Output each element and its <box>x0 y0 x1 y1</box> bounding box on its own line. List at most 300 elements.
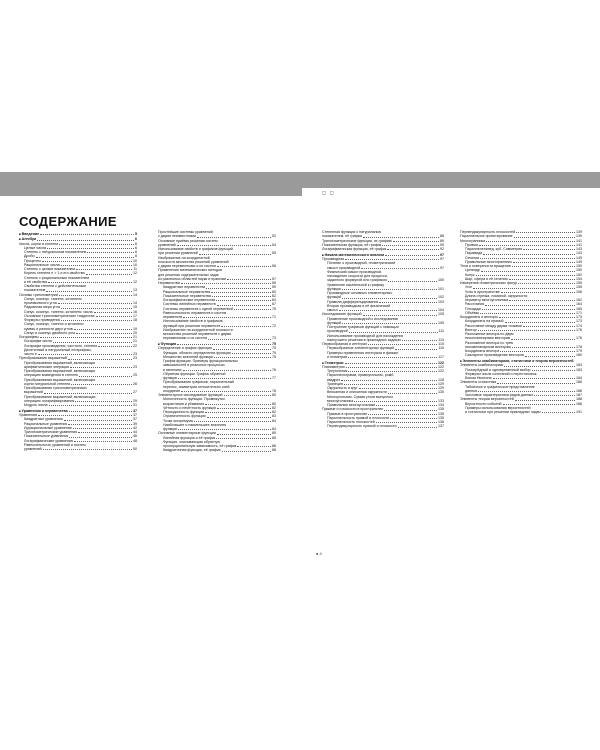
toc-page-number: 188 <box>576 397 582 402</box>
toc-entry-title: смысл производной <box>327 265 361 270</box>
dot-leader <box>342 323 437 324</box>
toc-entry-title: Правильные многогранники <box>465 259 512 264</box>
toc-entry-title: Степень с целым показателем <box>24 267 76 271</box>
toc-entry-title: ■ Уравнения и неравенства <box>19 409 68 413</box>
toc-page-number: 128 <box>438 377 444 382</box>
toc-entry-title: показателем <box>24 288 46 293</box>
toc-page-number: 178 <box>576 344 582 349</box>
toc-entry[interactable] <box>19 447 137 451</box>
toc-entry[interactable] <box>158 448 276 452</box>
toc-entry-title: Линейная функция и её график <box>163 435 216 440</box>
toc-entry-title: Применение математических методов <box>158 268 222 273</box>
dot-leader <box>509 279 575 280</box>
toc-entry-title: ■ Введение <box>19 232 39 236</box>
dot-leader <box>213 349 271 350</box>
dot-leader <box>181 283 271 284</box>
dot-leader <box>70 367 132 368</box>
dot-leader <box>348 371 437 372</box>
dot-leader <box>40 234 134 235</box>
toc-entry-title: Модуль числа <box>24 403 48 407</box>
toc-entry[interactable] <box>460 353 582 357</box>
toc-page-number: 136 <box>438 420 444 424</box>
toc-page-number: 31 <box>133 403 137 407</box>
toc-page-number: 117 <box>438 354 444 359</box>
dot-leader <box>177 245 271 246</box>
toc-entry[interactable] <box>158 336 276 340</box>
dot-leader <box>69 411 132 412</box>
toc-entry[interactable] <box>460 410 582 414</box>
dot-leader <box>222 451 271 452</box>
toc-entry-title: Площади <box>465 306 481 311</box>
toc-entry-title: Показательные уравнения <box>24 434 69 439</box>
toc-page-number: 6 <box>135 245 137 250</box>
toc-page-number: 137 <box>438 424 444 429</box>
toc-entry-title: Преобразования тригонометрических <box>24 386 87 390</box>
toc-entry-title: Системы линейных неравенств <box>163 302 216 307</box>
toc-entry-title: Использование свойств и графиков <box>163 319 223 324</box>
dot-leader <box>216 300 271 301</box>
toc-page-number: 139 <box>576 230 582 234</box>
toc-page-number: 90 <box>440 242 444 247</box>
dot-leader <box>69 437 132 438</box>
dot-leader <box>183 317 271 318</box>
dot-leader <box>345 259 439 260</box>
toc-entry-title: Проценты <box>24 258 41 263</box>
toc-entry-title: Параллельность прямой и плоскости <box>327 415 390 420</box>
toc-page-number: 186 <box>576 388 582 393</box>
dot-leader <box>514 237 575 238</box>
toc-page-number: 111 <box>438 329 444 334</box>
toc-entry-title: Тригонометрические функции, их графики <box>322 238 393 243</box>
toc-entry-title: наилучшего решения в прикладных задачах <box>327 337 402 342</box>
toc-page-number: 75 <box>272 354 276 359</box>
toc-page-number: 186 <box>576 380 582 385</box>
toc-page-number: 82 <box>272 410 276 414</box>
dot-leader <box>349 332 437 333</box>
dot-leader <box>532 370 575 371</box>
toc-entry-title: Уравнения <box>19 413 37 417</box>
toc-page-number: 6 <box>135 250 137 254</box>
toc-entry-title: некомпланарным векторам <box>465 344 511 349</box>
toc-page-number: 135 <box>438 415 444 420</box>
dot-leader <box>38 415 132 416</box>
toc-page-number: 16 <box>133 309 137 314</box>
toc-entry-title: Параллельное проектирование <box>460 234 513 239</box>
page-number: ● 4 <box>316 551 322 556</box>
toc-entry-title: показателем, её график <box>322 234 363 239</box>
dot-leader <box>501 292 575 293</box>
toc-entry-title: Рациональные неравенства <box>163 289 211 294</box>
dot-leader <box>480 313 575 314</box>
page-title: СОДЕРЖАНИЕ <box>19 214 117 229</box>
toc-entry-title: число e <box>24 352 37 356</box>
toc-entry[interactable] <box>19 403 137 407</box>
toc-page-number: 152 <box>576 272 582 277</box>
toc-entry-title: Табличное и графическое представление <box>465 384 535 389</box>
toc-page-number: 54 <box>272 242 276 247</box>
toc-page-number: 15 <box>133 305 137 310</box>
toc-entry-title: Вписанная и описанная окружности <box>327 390 387 395</box>
toc-entry-title: Первообразная и интеграл <box>322 342 368 346</box>
toc-entry-title: зависимостей в реальных процессах <box>163 363 225 368</box>
dot-leader <box>43 449 132 450</box>
dot-leader <box>96 316 132 317</box>
dot-leader <box>513 262 575 263</box>
dot-leader <box>479 245 575 246</box>
toc-page-number: 57 <box>272 276 276 281</box>
dot-leader <box>217 408 271 409</box>
toc-page-number: 76 <box>272 367 276 372</box>
toc-page-number: 102 <box>438 295 444 300</box>
toc-entry-title: пропорциональную зависимость, её график <box>163 444 237 448</box>
toc-entry-title: операцию логарифмирования <box>24 398 75 403</box>
toc-entry-title: при решении уравнений <box>158 251 199 256</box>
toc-entry-title: из различных областей науки и практики <box>158 276 227 281</box>
dot-leader <box>509 300 575 301</box>
toc-page-number: 154 <box>576 276 582 281</box>
toc-entry-title: арифметические операции <box>24 364 70 369</box>
dot-leader <box>368 344 437 345</box>
toc-entry-title: Основные элементарные функции <box>158 431 216 436</box>
toc-entry-title: неколлинеарным векторам <box>465 336 511 341</box>
toc-entry-title: ■ Начала математического анализа <box>322 253 384 257</box>
dot-leader <box>523 326 575 327</box>
dot-leader <box>348 357 437 358</box>
toc-entry-title: Равносильность уравнений и систем <box>24 442 86 447</box>
toc-entry-title: Объёмы <box>465 310 480 315</box>
dot-leader <box>503 404 575 405</box>
toc-entry-title: Тригонометрические уравнения <box>24 430 78 434</box>
dot-leader <box>478 330 575 331</box>
dot-leader <box>376 422 437 423</box>
dot-leader <box>207 417 271 418</box>
dot-leader <box>36 257 135 258</box>
dot-leader <box>40 337 132 338</box>
toc-entry-title: Свойства степени с действительным <box>24 284 86 288</box>
dot-leader <box>199 254 271 255</box>
toc-entry-title: Координаты на прямой <box>465 319 504 324</box>
dot-leader <box>476 275 575 276</box>
toc-entry-title: Обратная функция. График обратной <box>163 371 226 376</box>
toc-page-number: 103 <box>438 299 444 304</box>
toc-entry-title: Ограниченность функции <box>163 414 206 419</box>
toc-page-number: 173 <box>576 315 582 319</box>
toc-page-number: 59 <box>272 285 276 290</box>
toc-entry-title: Разложение вектора по трём <box>465 340 514 345</box>
toc-page-number: 82 <box>272 405 276 410</box>
toc-page-number: 139 <box>576 234 582 239</box>
toc-entry-title: Изображение на координатной <box>158 255 210 260</box>
toc-page-number: 85 <box>272 435 276 440</box>
toc-page-number: 56 <box>272 264 276 268</box>
toc-entry-title: Применение производной к исследованию <box>327 316 399 321</box>
toc-page-number: 11 <box>133 267 137 271</box>
toc-entry-title: Дроби <box>24 254 35 259</box>
toc-entry-title: Формулы числа сочетаний и перестановок. <box>465 371 538 376</box>
toc-entry-title: Радианная мера угла <box>24 305 60 310</box>
toc-entry[interactable] <box>322 355 444 359</box>
dot-leader <box>359 388 437 389</box>
toc-column-3 <box>322 230 444 429</box>
toc-entry-title: выражений <box>24 390 43 395</box>
dot-leader <box>74 441 132 442</box>
toc-entry-title: Расстояние между двумя точками <box>465 323 522 328</box>
toc-entry-title: Синус, косинус, тангенс, котангенс <box>24 296 82 301</box>
dot-leader <box>499 317 575 318</box>
toc-entry-title: Степенная функция с натуральным <box>322 230 382 234</box>
toc-entry-title: Формулы приведения <box>24 318 61 322</box>
dot-leader <box>523 249 575 250</box>
toc-entry-title: Преобразование выражений, включающих <box>24 394 96 399</box>
dot-leader <box>208 339 271 340</box>
toc-entry-title: Показательные неравенства <box>163 293 211 298</box>
toc-entry-title: Квадратные уравнения <box>24 417 63 422</box>
toc-entry-title: Целые числа <box>24 245 46 250</box>
dot-leader <box>505 322 575 323</box>
toc-entry-title: неравенств <box>163 315 183 319</box>
toc-entry-title: Корень степени n > 1 и его свойства <box>24 271 85 276</box>
toc-entry-title: уравнений <box>158 242 176 247</box>
dot-leader <box>44 393 132 394</box>
dot-leader <box>485 305 575 306</box>
dot-leader <box>98 346 132 347</box>
toc-entry-title: Преобразования выражений, включающих <box>24 369 96 373</box>
dot-leader <box>71 384 132 385</box>
toc-page-number: 71 <box>272 315 276 319</box>
toc-page-number: 77 <box>272 376 276 380</box>
dot-leader <box>61 320 132 321</box>
dot-leader <box>197 237 271 238</box>
toc-page-number: 39 <box>133 421 137 426</box>
dot-leader <box>178 429 271 430</box>
toc-page-number: 183 <box>576 367 582 372</box>
toc-entry-title: Координаты вектора <box>465 349 500 353</box>
toc-page-number: 75 <box>272 342 276 346</box>
toc-entry-title: Угол <box>465 285 473 290</box>
toc-page-number: 129 <box>438 386 444 390</box>
toc-page-number: 52 <box>272 234 276 239</box>
toc-entry-title: Построение графиков функций с помощью <box>327 325 399 329</box>
dot-leader <box>217 266 271 267</box>
dot-leader <box>61 308 132 309</box>
dot-leader <box>206 288 271 289</box>
dot-leader <box>390 418 437 419</box>
dot-leader <box>518 283 575 284</box>
header-band-right-strip <box>302 188 600 196</box>
toc-page-number: 176 <box>576 327 582 332</box>
toc-entry-title: Периодичность функции <box>163 410 205 414</box>
toc-page-number: 97 <box>440 252 444 257</box>
toc-page-number: 89 <box>440 238 444 243</box>
toc-page-number: 48 <box>133 438 137 443</box>
toc-section-heading[interactable] <box>19 232 137 236</box>
toc-page-number: 55 <box>272 251 276 256</box>
dot-leader <box>216 438 271 439</box>
toc-entry-title: Понятие о производной, геометрический <box>327 261 396 266</box>
toc-page-number: 85 <box>272 431 276 436</box>
toc-entry-title: Логарифмические уравнения <box>24 438 73 443</box>
toc-page-number: 141 <box>576 238 582 243</box>
dot-leader <box>183 370 271 371</box>
toc-page-number: 14 <box>133 301 137 305</box>
toc-entry-title: Расстояния <box>465 302 485 307</box>
toc-page-number: 20 <box>133 330 137 335</box>
toc-page-number: 6 <box>135 241 137 246</box>
dot-leader <box>354 401 437 402</box>
toc-entry[interactable] <box>322 424 444 428</box>
toc-page-number: 97 <box>440 265 444 270</box>
dot-leader <box>37 240 134 241</box>
dot-leader <box>346 367 437 368</box>
band-icons: ◻ ◻ <box>322 190 335 196</box>
toc-page-number: 92 <box>440 247 444 251</box>
toc-page-number: 150 <box>576 268 582 273</box>
dot-leader <box>393 241 439 242</box>
toc-entry-title: Элементарное исследование функций <box>158 393 223 397</box>
toc-page-number: 37 <box>133 417 137 422</box>
toc-entry-title: и статистики при решении прикладных задач <box>465 410 541 414</box>
dot-leader <box>481 271 575 272</box>
dot-leader <box>342 298 437 299</box>
dot-leader <box>49 405 132 406</box>
toc-page-number: 115 <box>438 346 444 351</box>
toc-entry-title: Точки экстремума <box>163 418 193 423</box>
dot-leader <box>68 359 132 360</box>
toc-entry-title: Синус, косинус, тангенс и котангенс <box>24 322 84 327</box>
toc-entry-title: Функция, описывающая обратную <box>163 439 220 444</box>
toc-page-number: 134 <box>438 403 444 407</box>
toc-entry-title: Функция, область определения функции <box>163 350 231 355</box>
toc-entry-title: Множество значений функции <box>163 354 214 359</box>
dot-leader <box>542 412 576 413</box>
toc-page-number: 86 <box>272 444 276 448</box>
toc-entry-title: и явлениях <box>163 367 182 372</box>
toc-entry-title: нахождение скорости для процесса, <box>327 274 388 278</box>
dot-leader <box>534 395 575 396</box>
toc-page-number: 64 <box>272 298 276 302</box>
toc-page-number: 164 <box>576 302 582 307</box>
toc-entry-title: множества решений неравенств с двумя <box>163 332 232 336</box>
toc-page-number: 19 <box>133 326 137 331</box>
dot-leader <box>385 255 439 256</box>
toc-page-number: 150 <box>576 264 582 268</box>
toc-entry-title: Использование свойств и графиков функций <box>158 247 233 251</box>
toc-page-number: 122 <box>438 364 444 369</box>
dot-leader <box>38 354 132 355</box>
toc-entry-title: Элементы комбинаторики <box>460 363 504 368</box>
toc-page-number: 72 <box>272 323 276 328</box>
toc-entry-title: Прямые и плоскости в пространстве <box>322 407 384 412</box>
dot-leader <box>42 261 132 262</box>
toc-entry-title: Логарифм произведения, частного, степени <box>24 343 98 348</box>
toc-entry-title: Логарифм числа <box>24 339 52 344</box>
dot-leader <box>47 248 134 249</box>
dot-leader <box>87 252 134 253</box>
toc-entry-title: Рациональные уравнения <box>24 421 68 426</box>
toc-entry-title: Числовые характеристики рядов данных <box>465 393 534 397</box>
dot-leader <box>482 309 575 310</box>
toc-page-number: 104 <box>438 308 444 312</box>
dot-leader <box>516 232 575 233</box>
toc-entry-title: Преобразования графиков: параллельный <box>163 380 235 385</box>
toc-page-number: 133 <box>438 398 444 403</box>
toc-page-number: 37 <box>133 413 137 417</box>
dot-leader <box>211 292 271 293</box>
toc-entry-title: Логарифмическая функция, её график <box>322 247 387 251</box>
dot-leader <box>58 303 132 304</box>
toc-page-number: 105 <box>438 312 444 317</box>
dot-leader <box>341 380 437 381</box>
toc-entry-title: Примеры использования вероятностей <box>465 405 531 410</box>
toc-entry-title: Уравнение касательной к графику <box>327 282 385 287</box>
toc-page-number: 50 <box>133 447 137 451</box>
toc-page-number: 62 <box>272 293 276 298</box>
toc-entry-title: Первообразные элементарных функций <box>327 346 395 351</box>
toc-entry-title: функций <box>327 320 342 325</box>
toc-page-number: 29 <box>133 398 137 403</box>
dot-leader <box>237 446 271 447</box>
toc-entry-title: перенос, симметрия относительно осей <box>163 384 230 389</box>
dot-leader <box>217 305 271 306</box>
toc-entry-title: Координаты и векторы <box>460 315 498 319</box>
toc-entry-title: Правильные многоугольники <box>327 403 376 407</box>
toc-entry-title: производной <box>327 329 349 334</box>
toc-entry-title: Планиметрия <box>322 364 345 369</box>
toc-entry-title: операцию возведения в степень <box>24 373 79 378</box>
toc-entry-title: Основные тригонометрические тождества <box>24 313 95 318</box>
toc-entry-title: Перпендикулярность прямой и плоскости <box>327 424 397 429</box>
toc-page-number: 46 <box>133 434 137 439</box>
toc-entry-title: Тела и поверхности вращения <box>460 264 511 268</box>
toc-page-number: 75 <box>272 350 276 355</box>
toc-entry-title: График функции. Примеры функциональных <box>163 359 238 363</box>
toc-page-number: 73 <box>272 336 276 341</box>
toc-entry-title: Основные приёмы решения систем <box>158 238 218 243</box>
toc-entry-title: Правила дифференцирования <box>327 299 379 304</box>
toc-page-number: 23 <box>133 352 137 356</box>
dot-leader <box>68 424 132 425</box>
toc-page-number: 80 <box>272 393 276 397</box>
toc-entry-title: Примеры применения интеграла в физике <box>327 350 399 355</box>
toc-entry-title: Элементы статистики <box>460 380 497 385</box>
toc-entry-title: Преобразования выражений, включающих <box>24 377 96 382</box>
toc-entry-title: Показательная функция, её график <box>322 242 382 247</box>
toc-page-number: 135 <box>438 407 444 412</box>
dot-leader <box>79 376 132 377</box>
toc-entry-title: Трапеция <box>327 381 343 386</box>
toc-entry-title: Вторая производная и её физический <box>327 303 391 308</box>
toc-entry-title: корни натуральной степени <box>24 381 71 386</box>
toc-entry-title: Многоугольник. Сумма углов выпуклого <box>327 394 394 399</box>
toc-page-number: 155 <box>576 281 582 285</box>
dot-leader <box>345 363 437 364</box>
toc-page-number: 8 <box>135 254 137 259</box>
dot-leader <box>512 266 575 267</box>
dot-leader <box>387 249 439 250</box>
toc-entry-title: Определение и график функции <box>158 346 212 351</box>
toc-page-number: 59 <box>272 281 276 285</box>
toc-entry-title: Вероятности событий <box>465 401 502 406</box>
toc-entry-title: квадрат <box>327 377 341 382</box>
toc-entry-title: Логарифмические неравенства <box>163 298 216 302</box>
toc-entry-title: Перпендикулярность плоскостей <box>460 230 516 234</box>
toc-entry[interactable] <box>322 247 444 251</box>
toc-entry-title: для решения содержательных задач <box>158 272 220 277</box>
dot-leader <box>234 309 271 310</box>
toc-entry-title: Числа, корни и степени <box>19 241 59 246</box>
toc-page-number: 141 <box>576 242 582 247</box>
toc-entry-title: Равносильность неравенств и систем <box>163 310 227 315</box>
